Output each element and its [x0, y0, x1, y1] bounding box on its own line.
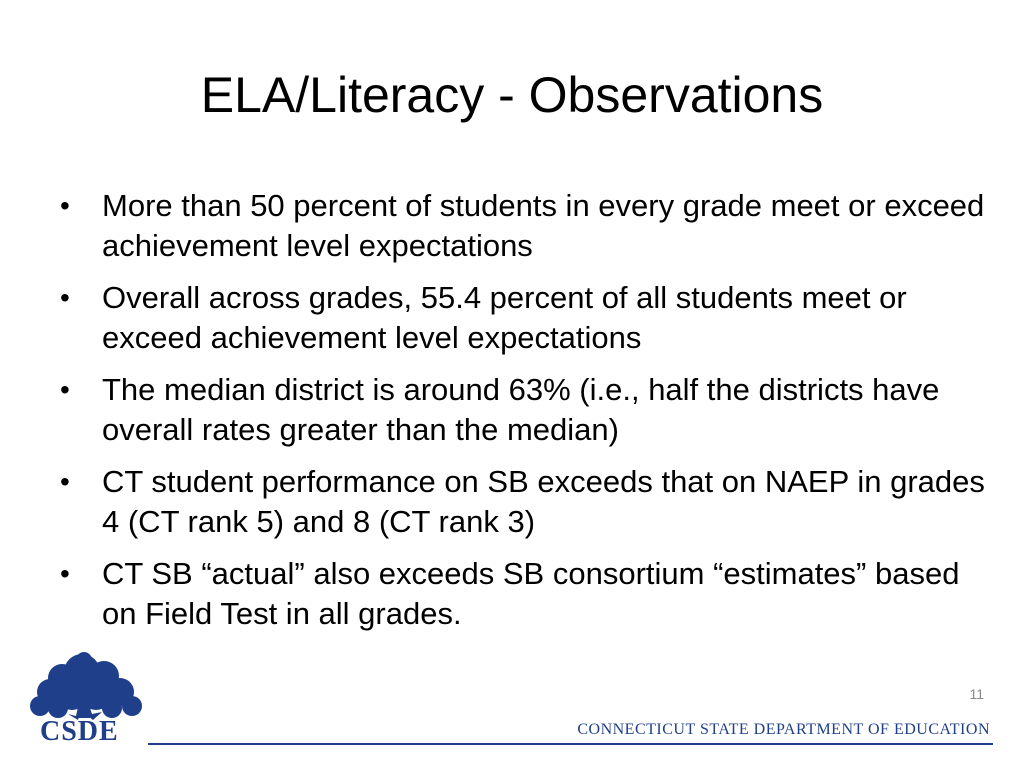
bullet-dot: • — [60, 466, 70, 497]
bullet-dot: • — [60, 282, 70, 313]
bullet-item — [58, 370, 988, 450]
footer-divider — [148, 743, 993, 745]
bullet-text: The median district is around 63% (i.e., half the districts have overall rates greater than the median) — [102, 372, 940, 447]
page-number: 11 — [969, 686, 984, 702]
bullet-item — [58, 462, 988, 542]
bullet-text: CT SB “actual” also exceeds SB consortium “estimates” based on Field Test in all grades. — [102, 556, 960, 631]
bullet-text: More than 50 percent of students in every grade meet or exceed achievement level expectations — [102, 188, 985, 263]
bullet-item — [58, 554, 988, 634]
department-name: CONNECTICUT STATE DEPARTMENT OF EDUCATION — [577, 721, 990, 738]
bullet-item — [58, 186, 988, 266]
logo-text: CSDE — [40, 716, 119, 747]
bullet-text: CT student performance on SB exceeds that on NAEP in grades 4 (CT rank 5) and 8 (CT rank 3) — [102, 464, 985, 539]
bullet-dot: • — [60, 190, 70, 221]
bullet-text: Overall across grades, 55.4 percent of all students meet or exceed achievement level expectations — [102, 280, 907, 355]
bullet-item — [58, 278, 988, 358]
bullet-dot: • — [60, 374, 70, 405]
bullet-dot: • — [60, 558, 70, 589]
slide-title: ELA/Literacy - Observations — [200, 67, 824, 123]
bullet-list — [58, 186, 988, 646]
